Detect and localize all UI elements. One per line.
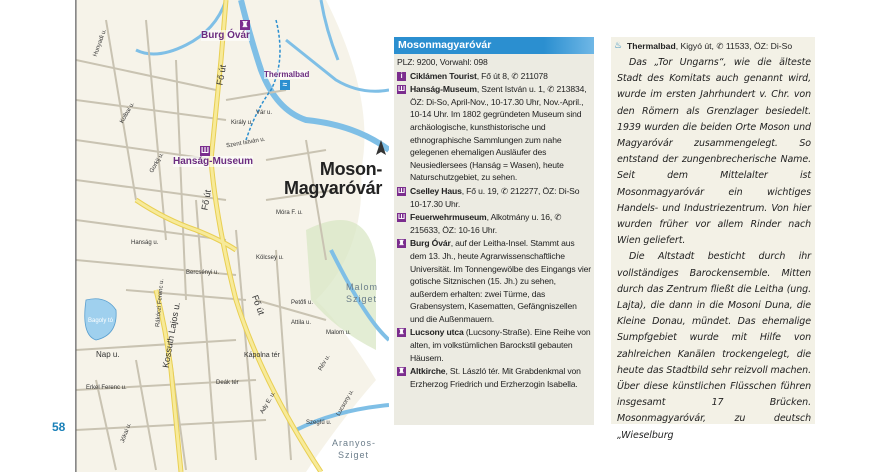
map-street: Erkel Ferenc u.: [86, 385, 127, 391]
entry-title: Feuerwehrmuseum: [410, 212, 487, 223]
map-street: Fő út: [214, 64, 228, 86]
entry-title: Ciklámen Tourist: [410, 70, 477, 81]
list-item: [397, 185, 591, 210]
list-item: [397, 326, 591, 364]
map-street: Bercsényi u.: [186, 270, 220, 276]
paragraph: Das „Tor Ungarns“, wie die älteste Stadt des Komitats auch genannt wird, wurde im ersten Jahrhundert v. Chr. von den Römern als Grenzlager besiedelt. 1939 wurden die beiden Orte Moson und Magyaróvár zusammengelegt. So entstand der zungenbrecherische Name. Seit dem Mittelalter ist Mosonmagyaróvár ein wichtiges Handels- und Industriezentrum. Von hier wurden früher vor allem Rinder nach Wien geliefert.: [617, 57, 811, 247]
section-header-tab: [544, 37, 594, 54]
map-city-name-line2: Magyaróvár: [284, 178, 383, 198]
map-street: Kolbai u.: [119, 101, 137, 125]
map-street: Szegfű u.: [306, 420, 332, 426]
entry-title: Burg Óvár: [410, 238, 451, 249]
entry-text: (Lucsony-Straße). Eine Reihe von alten, im volkstümlichen Barockstil gebauten Häusern.: [410, 327, 591, 363]
map-street: Rákóczi Ferenc u.: [155, 278, 166, 328]
map-street: Rév u.: [317, 353, 332, 373]
entry-text: , Alkotmány u. 16, ✆ 215633, ÖZ: 10-16 Uhr.: [410, 212, 562, 235]
section-header-title: Mosonmagyaróvár: [398, 39, 492, 51]
map-street: Kápolna tér: [244, 352, 280, 359]
map-street: Petőfi u.: [291, 300, 314, 306]
page-number: 58: [52, 420, 66, 434]
postal-info: PLZ: 9200, Vorwahl: 098: [397, 57, 488, 67]
castle-icon: ♜: [398, 240, 405, 248]
entry-title: Altkirche: [410, 366, 446, 377]
castle-icon[interactable]: ♜: [241, 20, 249, 29]
map-street: Lucsony u.: [335, 388, 356, 418]
map-street: Vár u.: [256, 110, 273, 116]
map-area-aranyos-sziget: Sziget: [338, 450, 370, 460]
entry-title: Lucsony utca: [410, 327, 464, 338]
map-street: Jókai u.: [119, 422, 133, 444]
entry-title: Thermalbad: [627, 41, 676, 51]
map-street: Gorkij u.: [148, 151, 166, 175]
museum-icon: Ш: [398, 86, 405, 94]
city-map: [75, 0, 389, 472]
list-item: [611, 37, 815, 53]
map-street: Király u.: [231, 120, 253, 126]
map-street: Ady E. u.: [259, 390, 277, 416]
map-street: Fő út: [250, 293, 267, 317]
map-poi-thermalbad[interactable]: Thermalbad: [264, 70, 310, 79]
map-city-name-line1: Moson-: [319, 159, 383, 179]
map-poi-burg[interactable]: Burg Óvár: [201, 30, 250, 41]
map-street: Hanság u.: [131, 240, 159, 246]
info-icon: i: [397, 72, 406, 81]
map-street: Deák tér: [216, 380, 239, 386]
bath-icon: ♨: [614, 40, 623, 50]
map-city-name: [284, 160, 382, 198]
map-street: Nap u.: [96, 350, 120, 359]
entry-text: , Szent István u. 1, ✆ 213834, ÖZ: Di-So, April-Nov., 10-17.30 Uhr, Nov.-April., 10-14 Uhr. Im 1802 gegründeten Museum sind archäologische, kunsthistorische und ethnographische Sammlungen zum nahe gelegenen ehemaligen Ausläufer des Neusiedlersees (Hanság = Wasen), heute Naturschutzgebiet, zu sehen.: [410, 84, 587, 183]
museum-icon: Ш: [398, 187, 405, 195]
map-lake-label: Bagoly tó: [88, 318, 114, 324]
map-poi-hansag[interactable]: Hanság-Museum: [173, 156, 254, 167]
museum-icon: Ш: [398, 214, 405, 222]
attractions-list: [394, 54, 594, 390]
list-item: [397, 365, 591, 390]
map-street: Móra F. u.: [276, 210, 303, 216]
entry-text: , Fő út 8, ✆ 211078: [476, 70, 548, 81]
map-street: Malom u.: [326, 330, 351, 336]
attractions-column: [394, 37, 594, 425]
map-area-malom: Malom: [346, 282, 379, 292]
entry-title: Cselley Haus: [410, 185, 462, 196]
map-area-aranyos: Aranyos-: [332, 438, 377, 448]
castle-icon: ♜: [398, 329, 405, 337]
map-street: Fő út: [199, 189, 213, 211]
map-area-malom-sziget: Sziget: [346, 294, 378, 304]
body-text: [611, 53, 815, 444]
bath-icon[interactable]: ≈: [280, 80, 290, 90]
entry-text: , Fő u. 19, ✆ 212277, ÖZ: Di-So 10-17.30 Uhr.: [410, 185, 580, 209]
list-item: [397, 83, 591, 184]
paragraph: Die Altstadt besticht durch ihr vollständiges Barockensemble. Mitten durch das Zentrum fließt die Leitha (ung. Lajta), die dann in die Mosoni Duna, die Kleine Donau, mündet. Das ehemalige Sumpfgebiet wurde mit Hilfe von zahlreichen Kanälen trockengelegt, die heute das Stadtbild sehr reizvoll machen. Über diese künstlichen Flüsschen führen insgesamt 17 Brücken. Mosonmagyaróvár, zu deutsch „Wieselburg: [617, 251, 811, 441]
entry-text: , Kigyó út, ✆ 11533, ÖZ: Di-So: [675, 41, 793, 51]
description-column: [611, 37, 815, 441]
museum-icon[interactable]: Ш: [200, 146, 210, 155]
entry-title: Hanság-Museum: [410, 84, 477, 95]
entry-text: , St. László tér. Mit Grabdenkmal von Erzherzog Friedrich und Erzherzogin Isabella.: [410, 366, 581, 389]
list-item: [397, 70, 591, 83]
section-header: [394, 37, 594, 54]
list-item: [397, 237, 591, 325]
entry-text: , auf der Leitha-Insel. Stammt aus dem 13. Jh., heute Agrarwissenschaftliche Universität. Im Tonnengewölbe des Eingangs vier gotische Sitznischen (15. Jh.) zu sehen, außerdem erhalten: zwei Türme, das Grabensystem, Kasematten, Gefängniszellen und die Außenmauern.: [410, 238, 592, 324]
list-item: [397, 211, 591, 236]
map-street: Kölcsey u.: [256, 255, 284, 261]
map-street: Kossuth Lajos u.: [160, 301, 182, 369]
map-street: Attila u.: [291, 320, 312, 326]
map-street: Szent István u.: [225, 136, 266, 150]
map-street: Hunyadi u.: [92, 28, 109, 58]
castle-icon: ♜: [398, 368, 405, 376]
